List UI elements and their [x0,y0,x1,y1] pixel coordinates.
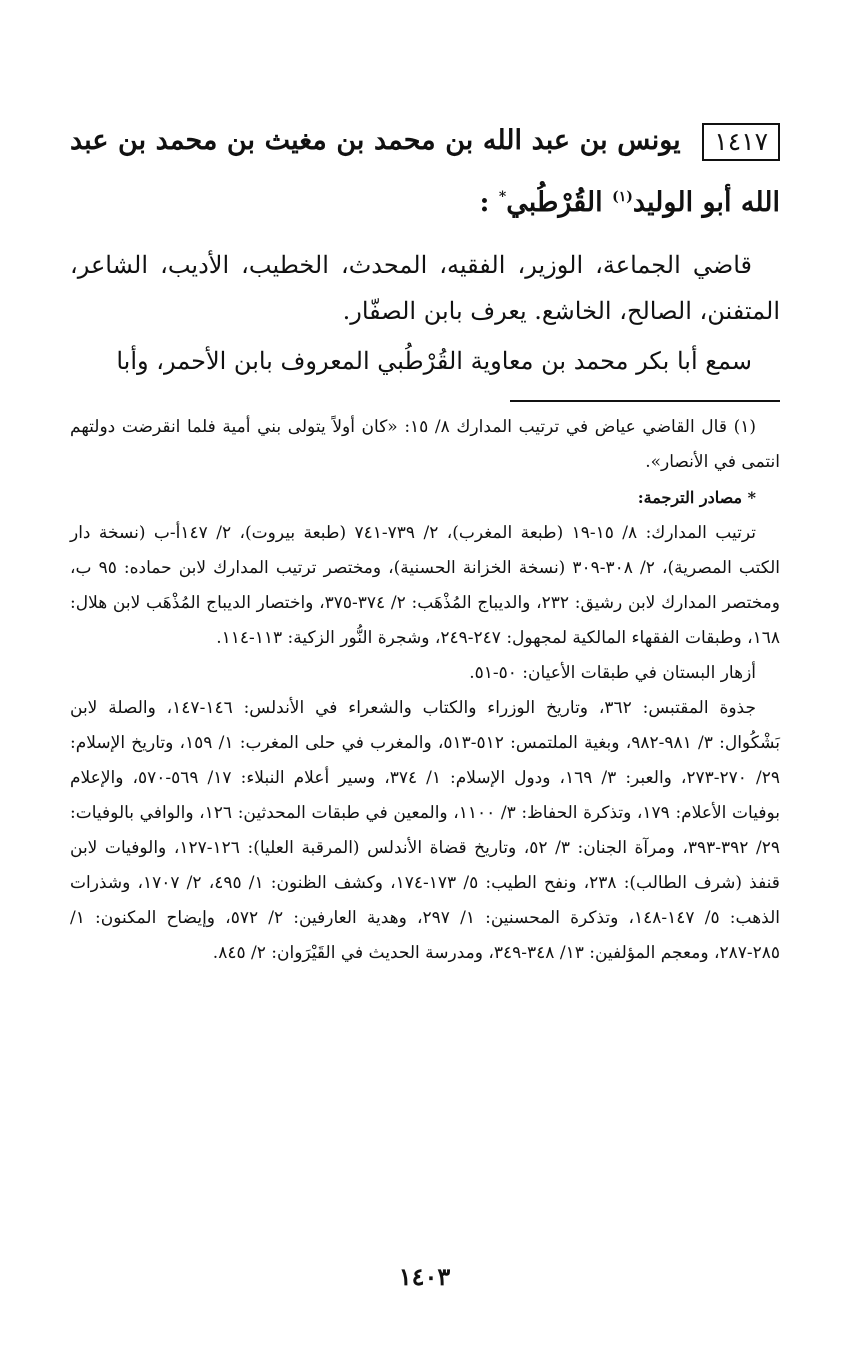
footnote-reference: (١) [612,189,633,205]
entry-heading [70,110,780,234]
sources-heading [70,480,780,516]
sources-paragraph-1: ترتيب المدارك: ٨/ ١٥-١٩ (طبعة المغرب)، ٢/ ٧٣٩-٧٤١ (طبعة بيروت)، ٢/ ١٤٧أ-ب (نسخة دار الكتب المصرية)، ٢/ ٣٠٨-٣٠٩ (نسخة الخزانة الحسنية)، ومختصر ترتيب المدارك لابن حماده: ٩٥ ب، ومختصر المدارك لابن رشيق: ٢٣٢، والديباج المُذْهَب: ٢/ ٣٧٤-٣٧٥، واختصار الديباج المُذْهَب لابن هلال: ١٦٨، وطبقات الفقهاء المالكية لمجهول: ٢٤٧-٢٤٩، وشجرة النُّور الزكية: ١١٣-١١٤. [70,523,780,648]
sources-title: * مصادر الترجمة: [637,488,756,507]
entry-colon: : [479,187,490,218]
sources-paragraph-2: أزهار البستان في طبقات الأعيان: ٥٠-٥١. [469,663,756,683]
entry-nisba: القُرْطُبي [506,187,603,218]
entry-number-box: ١٤١٧ [702,123,780,161]
sources-star: * [498,189,507,205]
biography-paragraph-2: سمع أبا بكر محمد بن معاوية القُرْطُبي المعروف بابن الأحمر، وأبا [116,347,752,375]
entry-title: يونس بن عبد الله بن محمد بن مغيث بن محمد بن عبد الله أبو الوليد [70,125,780,218]
footnote-1: (١) قال القاضي عياض في ترتيب المدارك ٨/ ١٥: «كان أولاً يتولى بني أمية فلما انقرضت دولتهم انتمى في الأنصار». [70,417,780,472]
page-body [70,110,780,971]
page-number: ١٤٠٣ [398,1262,451,1291]
sources-paragraph-3: جذوة المقتبس: ٣٦٢، وتاريخ الوزراء والكتاب والشعراء في الأندلس: ١٤٦-١٤٧، والصلة لابن بَشْكُوال: ٣/ ٩٨١-٩٨٢، وبغية الملتمس: ٥١٢-٥١٣، والمغرب في حلى المغرب: ١/ ١٥٩، وتاريخ الإسلام: ٢٩/ ٢٧٠-٢٧٣، والعبر: ٣/ ١٦٩، ودول الإسلام: ١/ ٣٧٤، وسير أعلام النبلاء: ١٧/ ٥٦٩-٥٧٠، والإعلام بوفيات الأعلام: ١٧٩، وتذكرة الحفاظ: ٣/ ١١٠٠، والمعين في طبقات المحدثين: ١٢٦، والوافي بالوفيات: ٢٩/ ٣٩٢-٣٩٣، ومرآة الجنان: ٣/ ٥٢، وتاريخ قضاة الأندلس (المرقبة العليا): ١٢٦-١٢٧، والوفيات لابن قنفذ (شرف الطالب): ٢٣٨، ونفح الطيب: ٥/ ١٧٣-١٧٤، وكشف الظنون: ١/ ٤٩٥، ٢/ ١٧٠٧، وشذرات الذهب: ٥/ ١٤٧-١٤٨، وتذكرة المحسنين: ١/ ٢٩٧، وهدية العارفين: ٢/ ٥٧٢، وإيضاح المكنون: ١/ ٢٨٥-٢٨٧، ومعجم المؤلفين: ١٣/ ٣٤٨-٣٤٩، ومدرسة الحديث في القَيْرَوان: ٢/ ٨٤٥. [70,698,781,963]
biography-paragraph-1: قاضي الجماعة، الوزير، الفقيه، المحدث، الخطيب، الأديب، الشاعر، المتفنن، الصالح، الخاشع. يعرف بابن الصفّار. [70,251,780,325]
footnote-separator [510,400,780,402]
